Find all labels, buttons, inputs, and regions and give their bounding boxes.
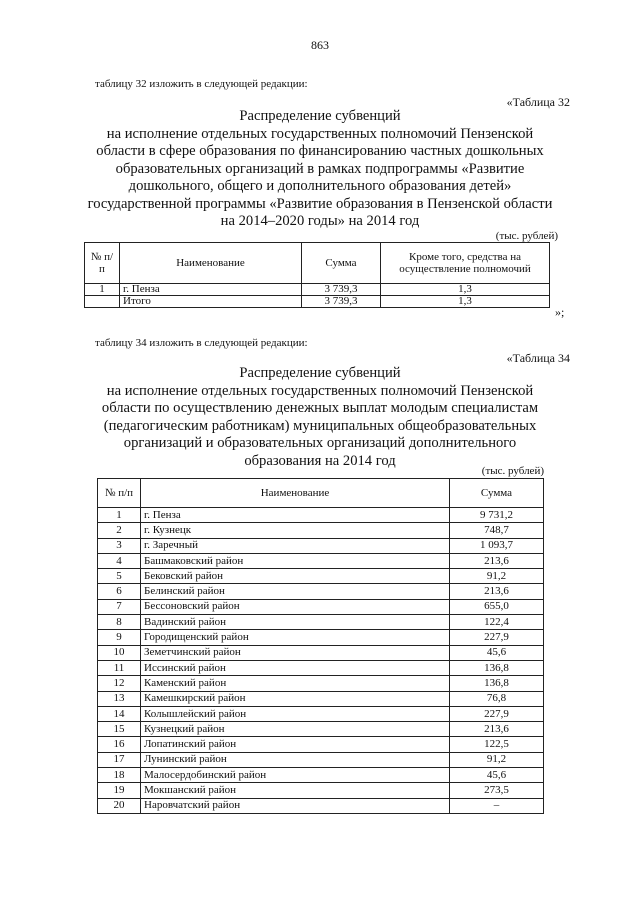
table-row — [98, 722, 544, 737]
cell-num: 12 — [98, 676, 141, 691]
table-row — [98, 615, 544, 630]
cell-num: 14 — [98, 706, 141, 721]
cell-num: 1 — [98, 508, 141, 523]
table-row — [85, 284, 550, 296]
table32-end-mark: »; — [555, 305, 565, 319]
table-row — [98, 783, 544, 798]
cell-num: 1 — [85, 284, 120, 296]
cell-num — [85, 296, 120, 308]
cell-num: 11 — [98, 660, 141, 675]
cell-num: 4 — [98, 553, 141, 568]
cell-name: Иссинский район — [141, 660, 450, 675]
table-row — [98, 508, 544, 523]
cell-name: Бековский район — [141, 569, 450, 584]
cell-num: 2 — [98, 523, 141, 538]
cell-name: Белинский район — [141, 584, 450, 599]
cell-num: 7 — [98, 599, 141, 614]
table-row — [98, 645, 544, 660]
cell-sum: 227,9 — [450, 630, 544, 645]
cell-name: Вадинский район — [141, 615, 450, 630]
cell-num: 20 — [98, 798, 141, 813]
table32 — [84, 242, 550, 308]
table-row — [98, 660, 544, 675]
header-sum: Сумма — [302, 243, 381, 284]
cell-num: 18 — [98, 768, 141, 783]
cell-num: 13 — [98, 691, 141, 706]
title-line: дошкольного, общего и дополнительного образования детей» — [128, 178, 512, 194]
cell-sum: 122,4 — [450, 615, 544, 630]
cell-name: Мокшанский район — [141, 783, 450, 798]
cell-name: Лунинский район — [141, 752, 450, 767]
header-name: Наименование — [120, 243, 302, 284]
table-row — [98, 569, 544, 584]
table-row — [98, 706, 544, 721]
cell-sum: 45,6 — [450, 768, 544, 783]
cell-sum: – — [450, 798, 544, 813]
title-line: на 2014–2020 годы» на 2014 год — [220, 213, 420, 229]
cell-sum: 91,2 — [450, 569, 544, 584]
cell-sum: 227,9 — [450, 706, 544, 721]
cell-sum: 9 731,2 — [450, 508, 544, 523]
cell-sum: 748,7 — [450, 523, 544, 538]
header-num: № п/п — [85, 243, 120, 284]
cell-num: 6 — [98, 584, 141, 599]
cell-extra: 1,3 — [381, 296, 550, 308]
cell-name: г. Пенза — [120, 284, 302, 296]
table-row — [98, 798, 544, 813]
cell-name: Городищенский район — [141, 630, 450, 645]
title-line: на исполнение отдельных государственных полномочий Пензенской — [106, 382, 534, 399]
title-line: государственной программы «Развитие образования в Пензенской области — [87, 195, 553, 212]
table32-tag: «Таблица 32 — [506, 95, 570, 109]
title-line: организаций и образовательных организаций дополнительного — [123, 435, 517, 451]
table34-tag: «Таблица 34 — [506, 351, 570, 365]
cell-num: 9 — [98, 630, 141, 645]
cell-num: 3 — [98, 538, 141, 553]
table32-title — [70, 108, 570, 231]
table-row — [98, 538, 544, 553]
table34-unit: (тыс. рублей) — [481, 465, 544, 477]
cell-sum: 213,6 — [450, 553, 544, 568]
table-row — [98, 737, 544, 752]
cell-num: 5 — [98, 569, 141, 584]
cell-num: 19 — [98, 783, 141, 798]
title-line: (педагогическим работникам) муниципальных общеобразовательных — [103, 417, 537, 434]
cell-name: Колышлейский район — [141, 706, 450, 721]
title-line: на исполнение отдельных государственных полномочий Пензенской — [106, 125, 534, 142]
cell-sum: 3 739,3 — [302, 284, 381, 296]
table-row — [98, 523, 544, 538]
cell-num: 10 — [98, 645, 141, 660]
cell-num: 17 — [98, 752, 141, 767]
cell-name: Лопатинский район — [141, 737, 450, 752]
cell-name: Земетчинский район — [141, 645, 450, 660]
header-extra: Кроме того, средства на осуществление полномочий — [381, 243, 550, 284]
table-row-total — [85, 296, 550, 308]
table-row — [98, 584, 544, 599]
cell-name: г. Пенза — [141, 508, 450, 523]
header-num: № п/п — [98, 479, 141, 508]
cell-sum: 45,6 — [450, 645, 544, 660]
title-line: Распределение субвенций — [239, 108, 401, 124]
cell-sum: 136,8 — [450, 676, 544, 691]
cell-name: Башмаковский район — [141, 553, 450, 568]
table-row — [98, 752, 544, 767]
cell-name: Малосердобинский район — [141, 768, 450, 783]
table-row — [98, 553, 544, 568]
cell-sum: 136,8 — [450, 660, 544, 675]
table34-instruction: таблицу 34 изложить в следующей редакции: — [95, 337, 308, 349]
cell-sum: 3 739,3 — [302, 296, 381, 308]
cell-name: Бессоновский район — [141, 599, 450, 614]
table-row — [98, 691, 544, 706]
table32-unit: (тыс. рублей) — [495, 230, 558, 242]
header-name: Наименование — [141, 479, 450, 508]
title-line: области по осуществлению денежных выплат молодым специалистам — [101, 400, 539, 416]
cell-num: 8 — [98, 615, 141, 630]
table-row — [98, 630, 544, 645]
header-sum: Сумма — [450, 479, 544, 508]
title-line: образования на 2014 год — [244, 452, 396, 469]
cell-extra: 1,3 — [381, 284, 550, 296]
cell-name: Итого — [120, 296, 302, 308]
cell-sum: 213,6 — [450, 722, 544, 737]
table-row — [98, 599, 544, 614]
table-row — [98, 768, 544, 783]
cell-sum: 273,5 — [450, 783, 544, 798]
cell-name: Кузнецкий район — [141, 722, 450, 737]
cell-sum: 91,2 — [450, 752, 544, 767]
cell-name: г. Заречный — [141, 538, 450, 553]
cell-sum: 655,0 — [450, 599, 544, 614]
table32-header-row — [85, 243, 550, 284]
table34 — [97, 478, 544, 814]
table32-instruction: таблицу 32 изложить в следующей редакции: — [95, 78, 308, 90]
table34-header-row — [98, 479, 544, 508]
cell-name: Каменский район — [141, 676, 450, 691]
title-line: области в сфере образования по финансированию частных дошкольных — [96, 143, 544, 159]
cell-name: Камешкирский район — [141, 691, 450, 706]
cell-num: 16 — [98, 737, 141, 752]
table34-title — [70, 365, 570, 470]
title-line: образовательных организаций в рамках подпрограммы «Развитие — [115, 160, 525, 177]
title-line: Распределение субвенций — [239, 365, 401, 381]
page-number: 863 — [311, 38, 329, 52]
table-row — [98, 676, 544, 691]
cell-sum: 122,5 — [450, 737, 544, 752]
cell-sum: 213,6 — [450, 584, 544, 599]
cell-num: 15 — [98, 722, 141, 737]
cell-name: г. Кузнецк — [141, 523, 450, 538]
cell-name: Наровчатский район — [141, 798, 450, 813]
cell-sum: 76,8 — [450, 691, 544, 706]
cell-sum: 1 093,7 — [450, 538, 544, 553]
